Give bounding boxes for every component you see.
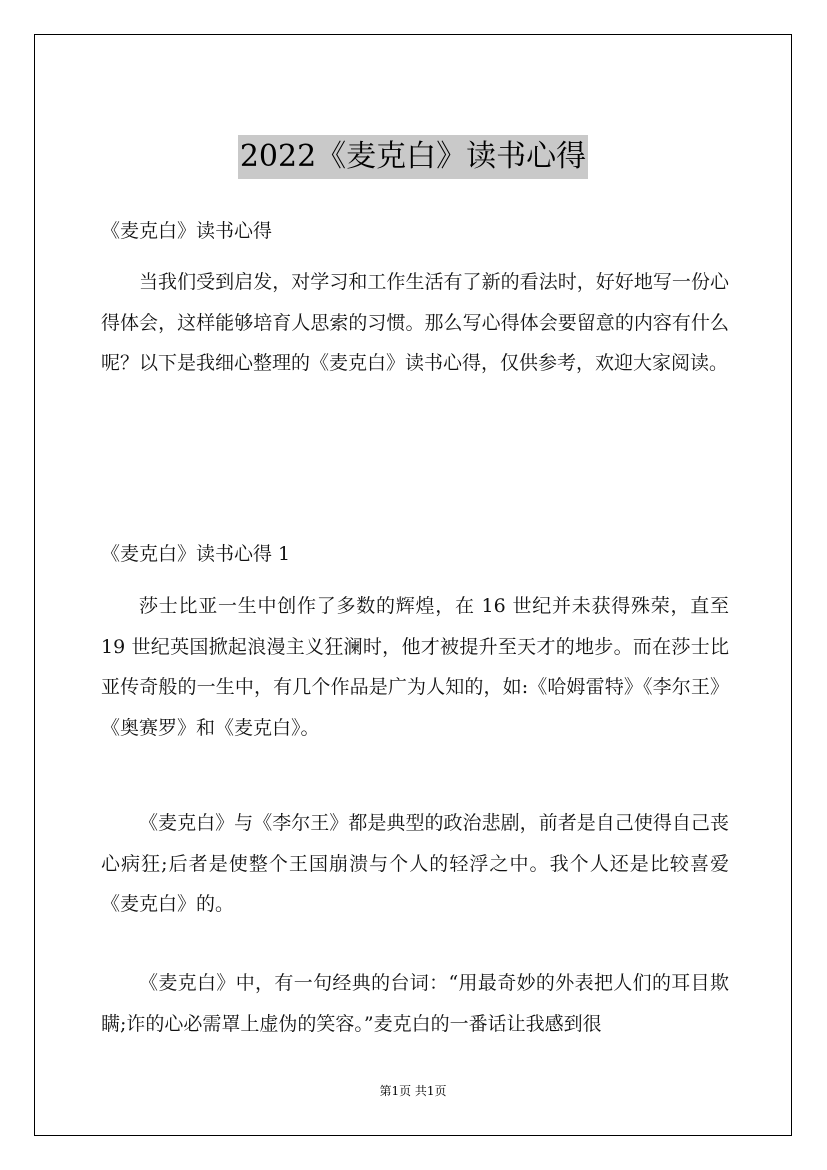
paragraph-1: 莎士比亚一生中创作了多数的辉煌，在 16 世纪并未获得殊荣，直至 19 世纪英国掀起浪漫主义狂澜时，他才被提升至天才的地步。而在莎士比亚传奇般的一生中，有几个作品是广为人知的，如:《哈姆雷特》《李尔王》《奥赛罗》和《麦克白》。 <box>101 595 729 739</box>
paragraph-2: 《麦克白》与《李尔王》都是典型的政治悲剧，前者是自己使得自己丧心病狂;后者是使整个王国崩溃与个人的轻浮之中。我个人还是比较喜爱《麦克白》的。 <box>101 812 729 915</box>
title-container <box>35 135 791 179</box>
section-heading: 《麦克白》读书心得 <box>101 220 273 242</box>
paragraph-3: 《麦克白》中，有一句经典的台词：“用最奇妙的外表把人们的耳目欺瞒;诈的心必需罩上虚伪的笑容。”麦克白的一番话让我感到很 <box>101 972 729 1035</box>
intro-paragraph: 当我们受到启发，对学习和工作生活有了新的看法时，好好地写一份心得体会，这样能够培育人思索的习惯。那么写心得体会要留意的内容有什么呢？以下是我细心整理的《麦克白》读书心得，仅供参考，欢迎大家阅读。 <box>101 271 729 374</box>
page-footer: 第1页 共1页 <box>379 1084 447 1098</box>
subheading-1: 《麦克白》读书心得 1 <box>101 543 291 565</box>
document-title: 2022《麦克白》读书心得 <box>238 135 588 179</box>
document-page <box>34 34 792 1136</box>
